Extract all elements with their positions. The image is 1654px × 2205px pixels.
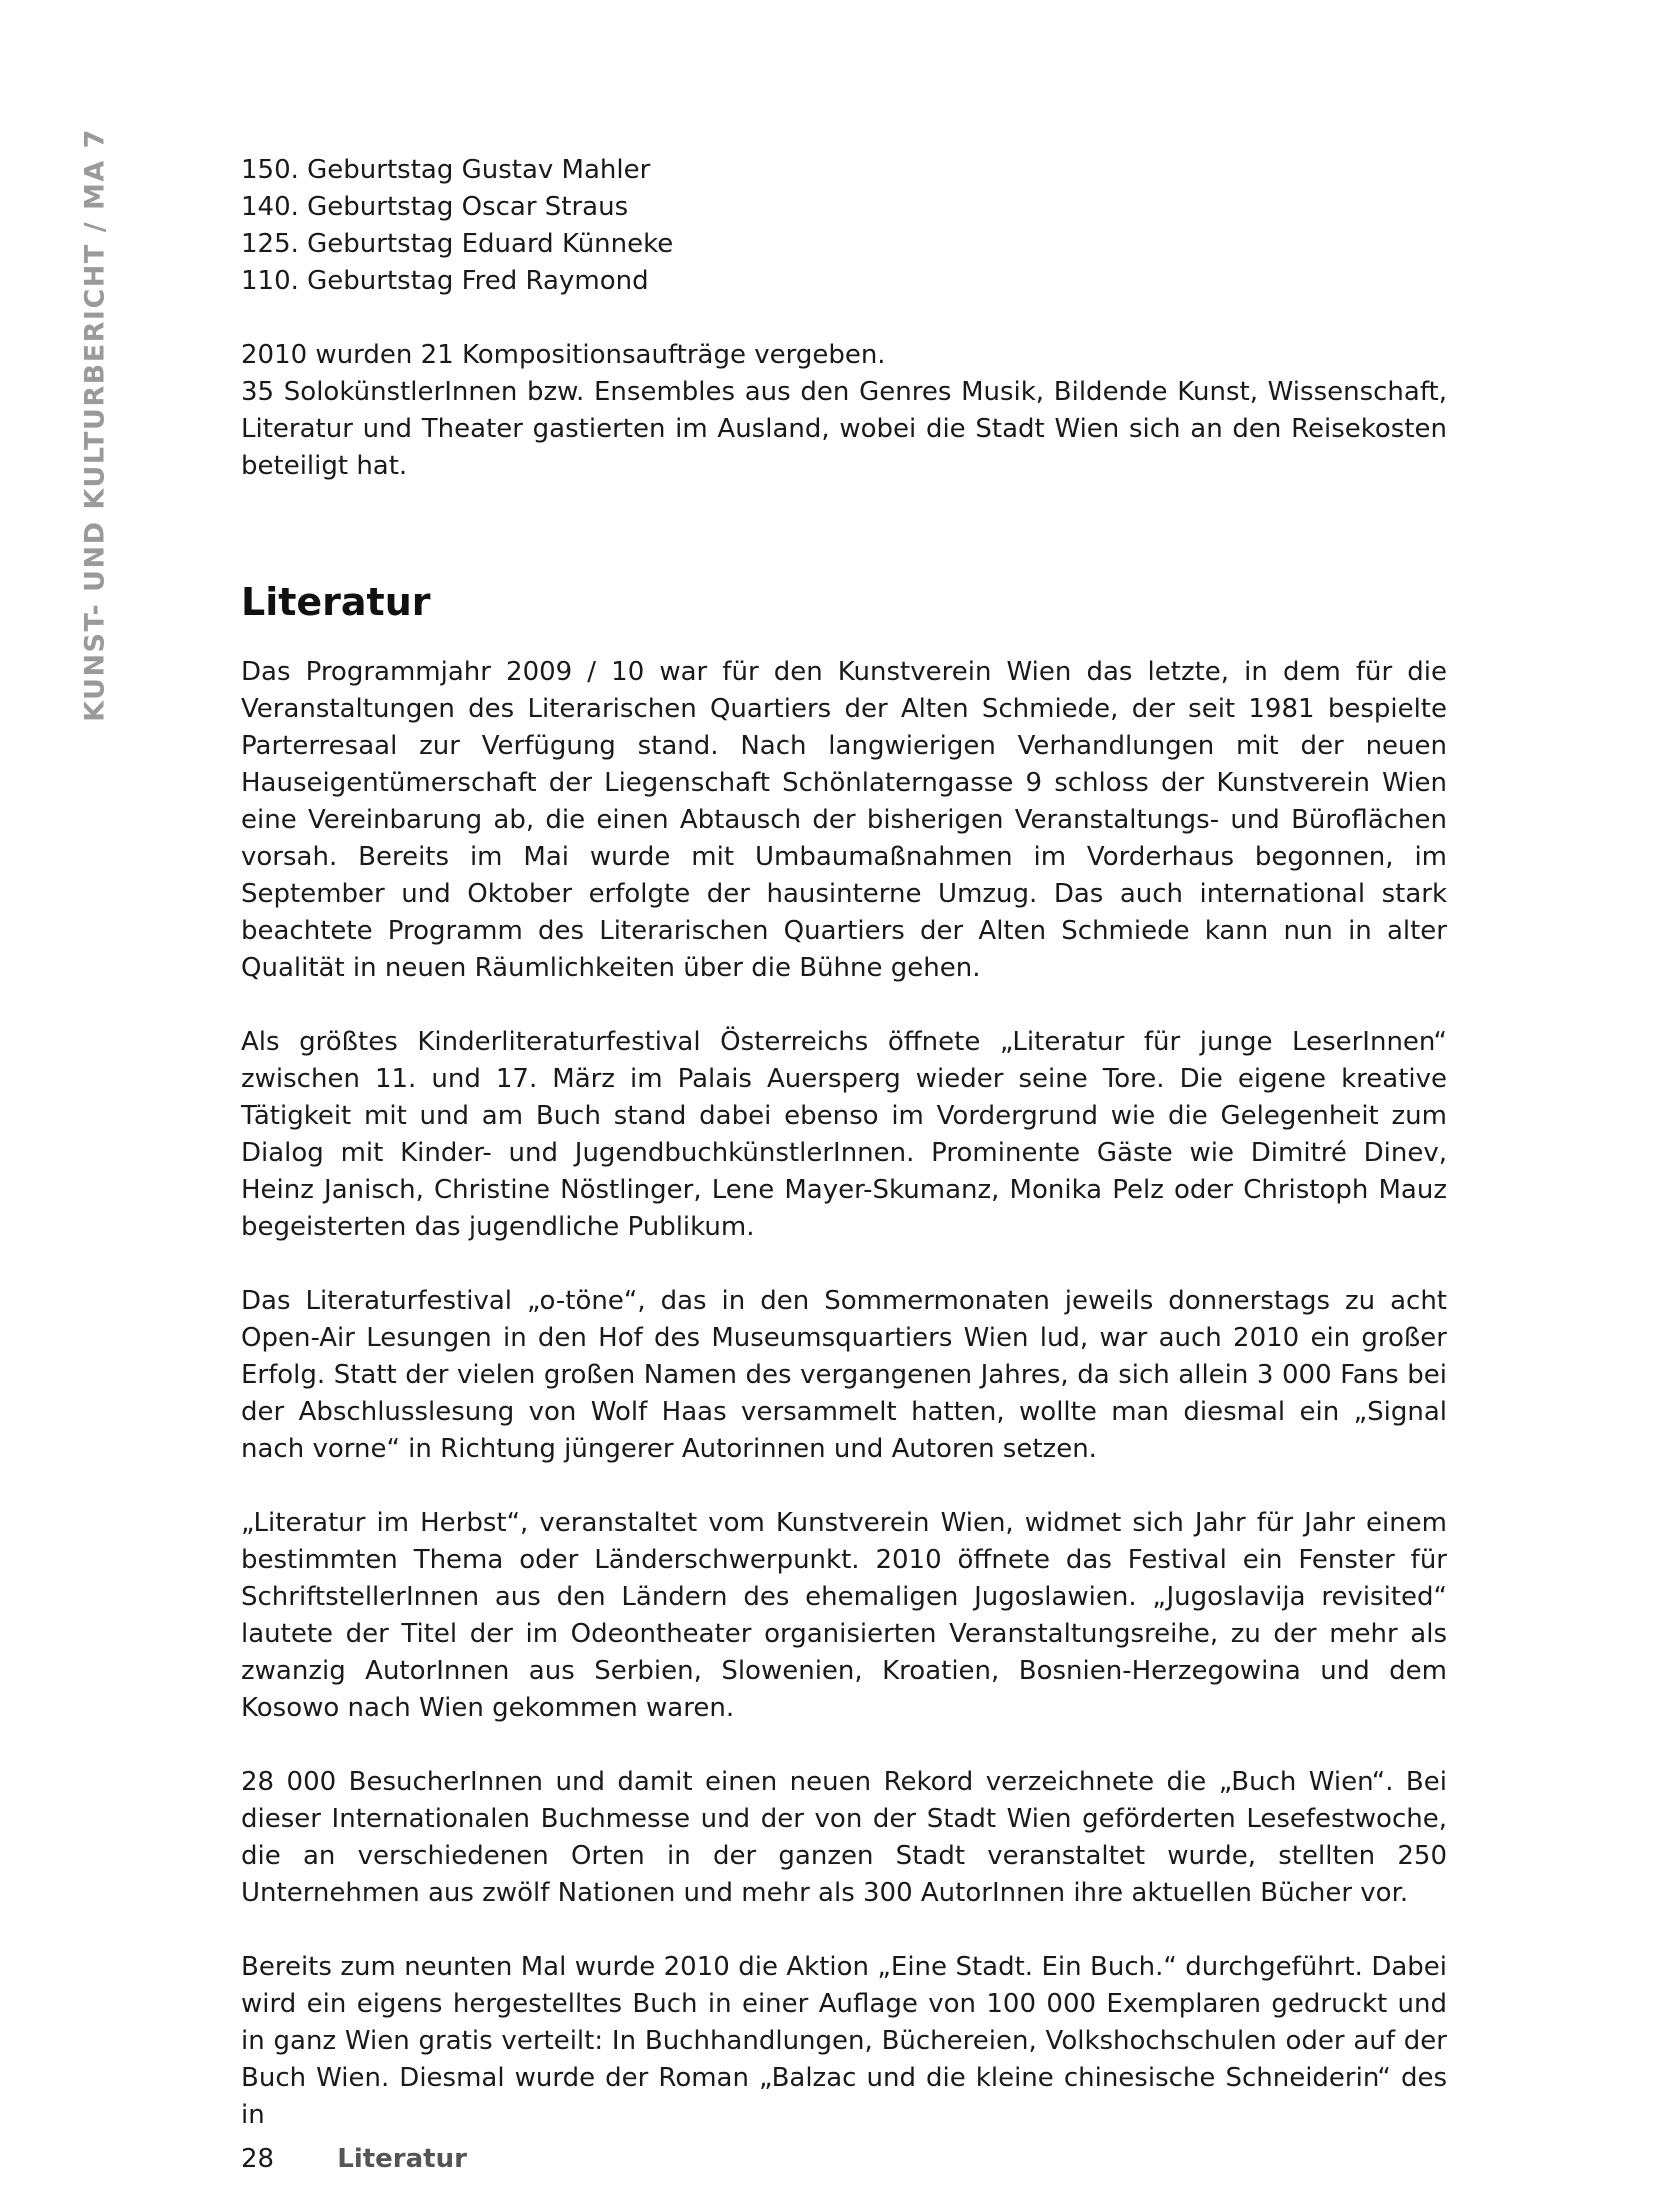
page-number: 28 xyxy=(241,2144,275,2174)
list-item: 150. Geburtstag Gustav Mahler xyxy=(241,155,651,185)
footer-section-title: Literatur xyxy=(337,2144,467,2174)
body-paragraph: „Literatur im Herbst“, veranstaltet vom Kunstverein Wien, widmet sich Jahr für Jahr einem bestimmten Thema oder Länderschwerpunkt. 2010 öffnete das Festival ein Fenster für SchriftstellerInnen aus den Ländern des ehemaligen Jugoslawien. „Jugoslavija revisited“ lautete der Titel der im Odeontheater organisierten Veranstaltungsreihe, zu der mehr als zwanzig AutorInnen aus Serbien, Slowenien, Kroatien, Bosnien-Herzegowina und dem Kosowo nach Wien gekommen waren. xyxy=(241,1508,1447,1723)
section-body xyxy=(241,654,1447,2134)
page-content xyxy=(241,152,1447,2171)
list-item: 140. Geburtstag Oscar Straus xyxy=(241,192,629,222)
artists-abroad-text: 35 SolokünstlerInnen bzw. Ensembles aus den Genres Musik, Bildende Kunst, Wissenschaft, Literatur und Theater gastierten im Ausland, wobei die Stadt Wien sich an den Reisekosten beteiligt hat. xyxy=(241,377,1447,481)
list-item: 125. Geburtstag Eduard Künneke xyxy=(241,229,674,259)
running-side-title: KUNST- UND KULTURBERICHT / MA 7 xyxy=(79,128,111,722)
page-footer xyxy=(241,2143,467,2175)
body-paragraph: Bereits zum neunten Mal wurde 2010 die Aktion „Eine Stadt. Ein Buch.“ durchgeführt. Dabei wird ein eigens hergestelltes Buch in einer Auflage von 100 000 Exemplaren gedruckt und in ganz Wien gratis verteilt: In Buchhandlungen, Büchereien, Volkshochschulen oder auf der Buch Wien. Diesmal wurde der Roman „Balzac und die kleine chinesische Schneiderin“ des in xyxy=(241,1952,1447,2130)
commissions-text: 2010 wurden 21 Kompositionsaufträge vergeben. xyxy=(241,340,886,370)
intro-block xyxy=(241,337,1447,485)
list-item: 110. Geburtstag Fred Raymond xyxy=(241,266,649,296)
body-paragraph: Das Programmjahr 2009 / 10 war für den Kunstverein Wien das letzte, in dem für die Veranstaltungen des Literarischen Quartiers der Alten Schmiede, der seit 1981 bespielte Parterresaal zur Verfügung stand. Nach langwierigen Verhandlungen mit der neuen Hauseigentümerschaft der Liegenschaft Schönlaterngasse 9 schloss der Kunstverein Wien eine Vereinbarung ab, die einen Abtausch der bisherigen Veranstaltungs- und Büroflächen vorsah. Bereits im Mai wurde mit Umbaumaßnahmen im Vorderhaus begonnen, im September und Oktober erfolgte der hausinterne Umzug. Das auch international stark beachtete Programm des Literarischen Quartiers der Alten Schmiede kann nun in alter Qualität in neuen Räumlichkeiten über die Bühne gehen. xyxy=(241,657,1447,983)
body-paragraph: Das Literaturfestival „o-töne“, das in den Sommermonaten jeweils donnerstags zu acht Open-Air Lesungen in den Hof des Museumsquartiers Wien lud, war auch 2010 ein großer Erfolg. Statt der vielen großen Namen des vergangenen Jahres, da sich allein 3 000 Fans bei der Abschlusslesung von Wolf Haas versammelt hatten, wollte man diesmal ein „Signal nach vorne“ in Richtung jüngerer Autorinnen und Autoren setzen. xyxy=(241,1286,1447,1464)
body-paragraph: 28 000 BesucherInnen und damit einen neuen Rekord verzeichnete die „Buch Wien“. Bei dieser Internationalen Buchmesse und der von der Stadt Wien geförderten Lesefestwoche, die an verschiedenen Orten in der ganzen Stadt veranstaltet wurde, stellten 250 Unternehmen aus zwölf Nationen und mehr als 300 AutorInnen ihre aktuellen Bücher vor. xyxy=(241,1767,1447,1908)
body-paragraph: Als größtes Kinderliteraturfestival Österreichs öffnete „Literatur für junge LeserInnen“ zwischen 11. und 17. März im Palais Auersperg wieder seine Tore. Die eigene kreative Tätigkeit mit und am Buch stand dabei ebenso im Vordergrund wie die Gelegenheit zum Dialog mit Kinder- und JugendbuchkünstlerInnen. Prominente Gäste wie Dimitré Dinev, Heinz Janisch, Christine Nöstlinger, Lene Mayer-Skumanz, Monika Pelz oder Christoph Mauz begeisterten das jugendliche Publikum. xyxy=(241,1027,1447,1242)
anniversary-list xyxy=(241,152,1447,300)
section-heading: Literatur xyxy=(241,580,431,624)
